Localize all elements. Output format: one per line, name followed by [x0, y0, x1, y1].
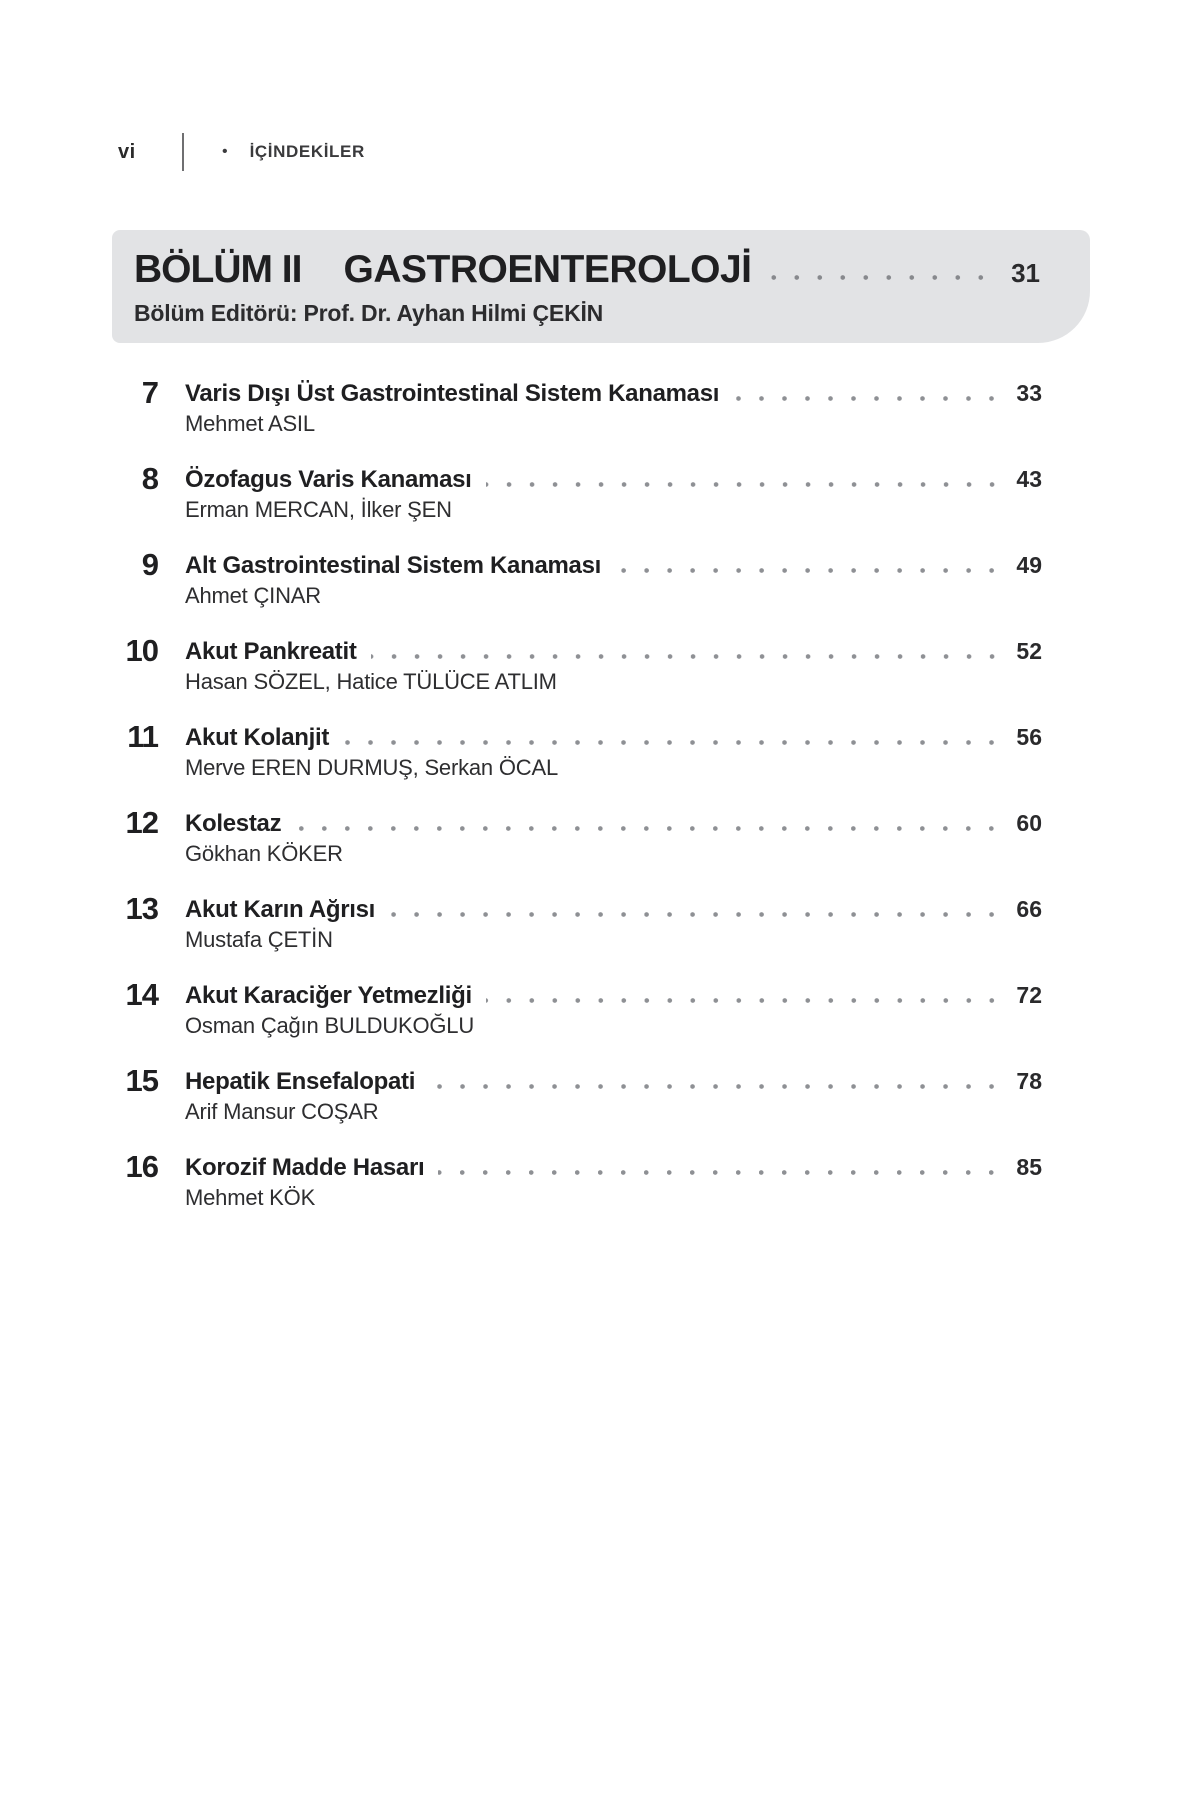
chapter-body — [185, 722, 1042, 783]
chapter-page-number: 60 — [1016, 810, 1042, 836]
dot-leader — [295, 824, 1012, 833]
chapter-entry — [112, 977, 1042, 1041]
dot-leader — [343, 738, 1012, 747]
chapter-body — [185, 1152, 1042, 1213]
chapter-authors: Mustafa ÇETİN — [185, 927, 333, 952]
dot-leader — [486, 480, 1013, 489]
chapter-page-number: 72 — [1016, 982, 1042, 1008]
chapter-body — [185, 378, 1042, 439]
chapter-title-row — [185, 636, 1042, 667]
chapter-entry — [112, 891, 1042, 955]
section-title-row — [134, 248, 1040, 292]
chapter-number: 7 — [141, 375, 158, 410]
chapter-title: Akut Karaciğer Yetmezliği — [185, 982, 472, 1009]
chapter-page-number: 49 — [1016, 552, 1042, 578]
chapter-page-number: 43 — [1016, 466, 1042, 492]
chapter-page-number: 78 — [1016, 1068, 1042, 1094]
chapter-authors: Ahmet ÇINAR — [185, 583, 321, 608]
dot-leader — [486, 996, 1013, 1005]
dot-leader — [429, 1082, 1012, 1091]
header-divider — [182, 133, 184, 171]
chapter-number: 12 — [125, 805, 158, 840]
page-folio: vi — [118, 140, 136, 163]
chapter-authors: Merve EREN DURMUŞ, Serkan ÖCAL — [185, 755, 558, 780]
chapter-title-row — [185, 378, 1042, 409]
chapter-number: 9 — [141, 547, 158, 582]
chapter-title: Alt Gastrointestinal Sistem Kanaması — [185, 552, 601, 579]
chapter-page-number: 85 — [1016, 1154, 1042, 1180]
dot-leader — [615, 566, 1012, 575]
chapter-entry — [112, 1063, 1042, 1127]
chapter-number: 11 — [127, 719, 158, 754]
chapter-number: 15 — [125, 1063, 158, 1098]
section-title: GASTROENTEROLOJİ — [343, 248, 752, 291]
dot-leader — [733, 394, 1012, 403]
dot-leader — [438, 1168, 1012, 1177]
section-editor: Bölüm Editörü: Prof. Dr. Ayhan Hilmi ÇEKİN — [134, 300, 604, 326]
chapter-title: Korozif Madde Hasarı — [185, 1154, 425, 1181]
chapter-title-row — [185, 550, 1042, 581]
chapter-title: Özofagus Varis Kanaması — [185, 466, 472, 493]
chapter-title: Hepatik Ensefalopati — [185, 1068, 416, 1095]
chapter-entry — [112, 805, 1042, 869]
chapter-body — [185, 550, 1042, 611]
header-title: İÇİNDEKİLER — [249, 142, 365, 161]
chapter-title-row — [185, 1066, 1042, 1097]
chapter-title-row — [185, 722, 1042, 753]
chapter-title-row — [185, 980, 1042, 1011]
chapter-body — [185, 1066, 1042, 1127]
chapter-title-row — [185, 464, 1042, 495]
chapter-authors: Gökhan KÖKER — [185, 841, 343, 866]
chapter-authors: Erman MERCAN, İlker ŞEN — [185, 497, 452, 522]
chapter-page-number: 33 — [1016, 380, 1042, 406]
chapter-page-number: 52 — [1016, 638, 1042, 664]
chapter-title-row — [185, 808, 1042, 839]
chapter-number: 13 — [125, 891, 158, 926]
chapter-list — [112, 375, 1042, 1238]
running-header — [118, 132, 365, 172]
chapter-number: 14 — [125, 977, 158, 1012]
chapter-authors: Arif Mansur COŞAR — [185, 1099, 379, 1124]
chapter-title: Varis Dışı Üst Gastrointestinal Sistem Kanaması — [185, 380, 720, 407]
chapter-number: 8 — [141, 461, 158, 496]
chapter-title-row — [185, 894, 1042, 925]
chapter-body — [185, 636, 1042, 697]
chapter-entry — [112, 633, 1042, 697]
chapter-page-number: 56 — [1016, 724, 1042, 750]
dot-leader — [389, 910, 1012, 919]
chapter-body — [185, 464, 1042, 525]
chapter-title-row — [185, 1152, 1042, 1183]
chapter-number: 16 — [125, 1149, 158, 1184]
chapter-title: Akut Pankreatit — [185, 638, 357, 665]
chapter-title: Kolestaz — [185, 810, 282, 837]
bullet-icon: • — [222, 143, 228, 160]
chapter-title: Akut Kolanjit — [185, 724, 330, 751]
chapter-body — [185, 808, 1042, 869]
chapter-entry — [112, 547, 1042, 611]
chapter-body — [185, 980, 1042, 1041]
chapter-entry — [112, 1149, 1042, 1213]
chapter-number: 10 — [125, 633, 158, 668]
dot-leader — [766, 273, 1002, 282]
section-header-box — [112, 230, 1090, 343]
chapter-entry — [112, 461, 1042, 525]
chapter-entry — [112, 375, 1042, 439]
chapter-page-number: 66 — [1016, 896, 1042, 922]
chapter-entry — [112, 719, 1042, 783]
chapter-authors: Mehmet ASIL — [185, 411, 315, 436]
section-label: BÖLÜM II — [134, 248, 302, 291]
chapter-authors: Mehmet KÖK — [185, 1185, 316, 1210]
section-page-number: 31 — [1011, 258, 1040, 288]
chapter-authors: Hasan SÖZEL, Hatice TÜLÜCE ATLIM — [185, 669, 557, 694]
chapter-title: Akut Karın Ağrısı — [185, 896, 376, 923]
chapter-body — [185, 894, 1042, 955]
dot-leader — [371, 652, 1013, 661]
chapter-authors: Osman Çağın BULDUKOĞLU — [185, 1013, 475, 1038]
